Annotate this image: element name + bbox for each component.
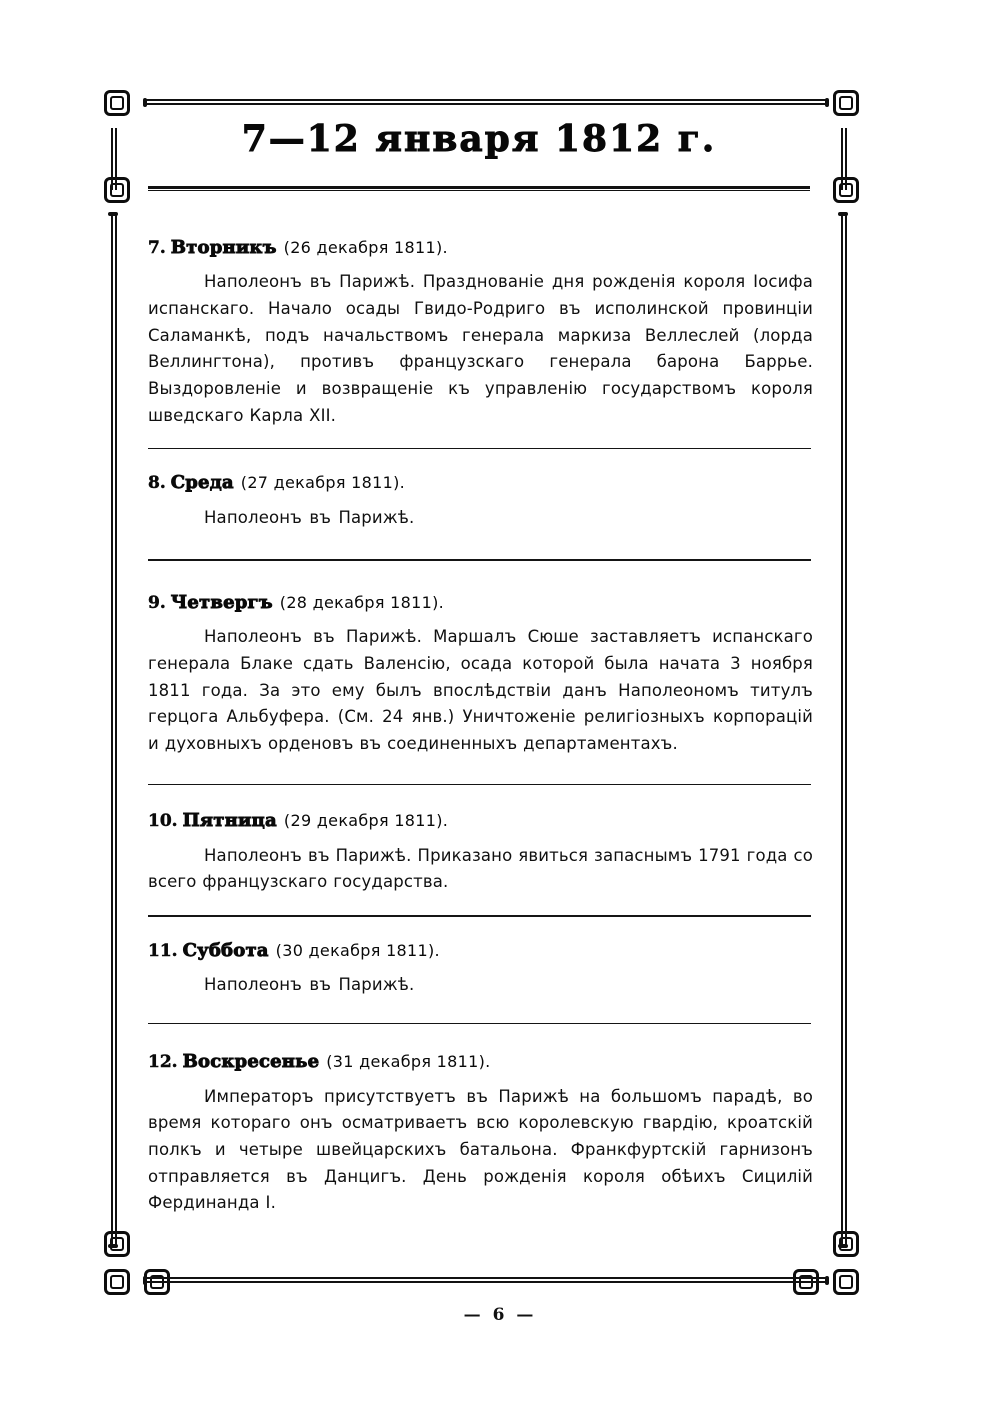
title-underline-rule xyxy=(148,186,810,192)
page-number: — 6 — xyxy=(463,1305,537,1325)
entry-day-name: Воскресенье xyxy=(182,1051,320,1073)
entry-old-style-date: (26 декабря 1811). xyxy=(283,238,448,257)
entry-separator xyxy=(148,784,811,786)
entry-heading xyxy=(148,809,813,833)
entry-separator xyxy=(148,559,811,561)
corner-ornament-top-right-inner xyxy=(833,177,859,203)
entry-day-name: Вторникъ xyxy=(170,237,277,258)
entry-body-text: Наполеонъ въ Парижѣ. xyxy=(204,974,415,994)
entry-old-style-date: (31 декабря 1811). xyxy=(326,1052,491,1072)
entry-number: 9. xyxy=(148,592,166,613)
diary-entry xyxy=(148,809,813,896)
corner-ornament-top-right-outer xyxy=(833,90,859,116)
diary-entry xyxy=(148,939,813,999)
entry-old-style-date: (30 декабря 1811). xyxy=(275,940,440,960)
corner-ornament-bottom-right-inner xyxy=(793,1269,819,1295)
entry-heading xyxy=(148,471,813,495)
entry-heading xyxy=(148,939,813,963)
entry-heading xyxy=(148,236,813,260)
corner-ornament-bottom-right-corner xyxy=(833,1269,859,1295)
entry-day-name: Суббота xyxy=(182,939,269,961)
entry-day-name: Четвергъ xyxy=(170,591,273,613)
page-title-block xyxy=(148,120,810,168)
entry-day-name: Пятница xyxy=(182,810,277,832)
entry-separator xyxy=(148,1023,811,1025)
corner-ornament-bottom-right-upper xyxy=(833,1231,859,1257)
entry-body-text: Наполеонъ въ Парижѣ. xyxy=(204,507,415,527)
diary-entries-list xyxy=(148,236,813,1217)
entry-body-text: Наполеонъ въ Парижѣ. Празднованіе дня рожденія короля Іосифа испанскаго. Начало осады Гвидо-Родриго въ исполинской провинціи Саламанкѣ, подъ начальствомъ генерала маркиза Веллеслей (лорда Веллингтона), противъ французскаго генерала барона Баррье. Выздоровленіе и возвращеніе къ управленію государствомъ короля шведскаго Карла XII. xyxy=(148,272,813,425)
corner-ornament-bottom-left-upper xyxy=(104,1231,130,1257)
border-rule-right-main xyxy=(841,215,848,1245)
corner-ornament-bottom-left-inner xyxy=(144,1269,170,1295)
corner-ornament-top-left-outer xyxy=(104,90,130,116)
entry-old-style-date: (27 декабря 1811). xyxy=(240,473,406,493)
entry-number: 11. xyxy=(148,940,178,961)
page-title: 7—12 января 1812 г. xyxy=(241,118,717,160)
entry-old-style-date: (29 декабря 1811). xyxy=(283,811,449,831)
corner-ornament-top-left-inner xyxy=(104,177,130,203)
diary-entry xyxy=(148,236,813,430)
corner-ornament-bottom-left-corner xyxy=(104,1269,130,1295)
entry-number: 7. xyxy=(148,238,166,258)
entry-number: 8. xyxy=(148,473,166,494)
entry-body-text: Императоръ присутствуетъ въ Парижѣ на большомъ парадѣ, во время котораго онъ осматриваетъ всю королевскую гвардію, кроатскій полкъ и четыре швейцарскихъ батальона. Франкфуртскій гарнизонъ отправляется въ Данцигъ. День рожденія короля обѣихъ Сицилій Фердинанда I. xyxy=(148,1086,813,1213)
border-rule-bottom xyxy=(146,1277,826,1284)
entry-body-text: Наполеонъ въ Парижѣ. Маршалъ Сюше заставляетъ испанскаго генерала Блаке сдать Валенсію, осада которой была начата 3 ноября 1811 года. За это ему былъ впослѣдствіи данъ Наполеономъ титулъ герцога Альбуфера. (См. 24 янв.) Уничтоженіе религіозныхъ корпорацій и духовныхъ орденовъ въ соединенныхъ департаментахъ. xyxy=(148,627,813,753)
entry-number: 12. xyxy=(148,1052,178,1073)
entry-heading xyxy=(148,1050,813,1074)
entry-separator xyxy=(148,448,811,450)
border-rule-right-upper xyxy=(841,128,848,190)
border-rule-left-main xyxy=(111,215,118,1245)
diary-entry xyxy=(148,591,813,758)
entry-heading xyxy=(148,591,813,615)
entry-old-style-date: (28 декабря 1811). xyxy=(279,592,445,612)
diary-entry xyxy=(148,471,813,531)
border-rule-top xyxy=(146,99,826,106)
border-rule-left-upper xyxy=(111,128,118,190)
entry-day-name: Среда xyxy=(170,472,234,494)
entry-number: 10. xyxy=(148,811,178,832)
entry-body-text: Наполеонъ въ Парижѣ. Приказано явиться запаснымъ 1791 года со всего французскаго государства. xyxy=(148,845,813,892)
diary-entry xyxy=(148,1050,813,1217)
entry-separator xyxy=(148,915,811,917)
